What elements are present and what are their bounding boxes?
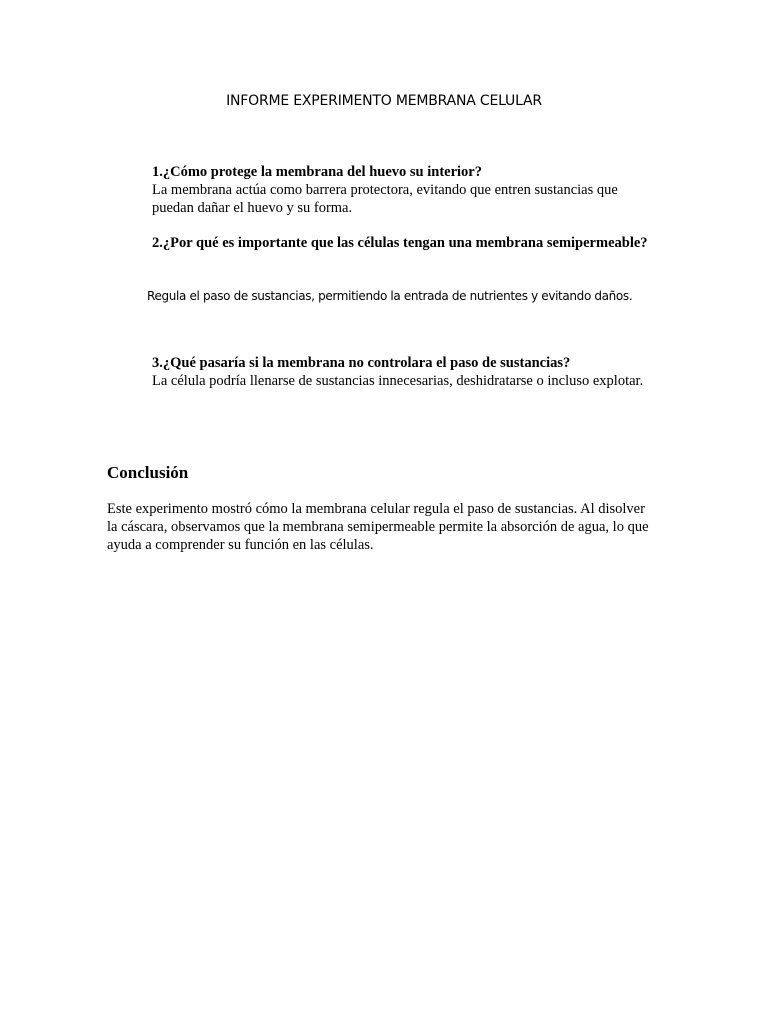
question-3-text: 3.¿Qué pasaría si la membrana no controlara el paso de sustancias? — [152, 355, 571, 371]
answer-1-text: La membrana actúa como barrera protectora, evitando que entren sustancias que puedan dañar el huevo y su forma. — [152, 182, 618, 216]
conclusion-heading: Conclusión — [107, 463, 189, 482]
question-block-1 — [152, 163, 652, 217]
question-block-2 — [152, 234, 652, 252]
answer-3-text: La célula podría llenarse de sustancias innecesarias, deshidratarse o incluso explotar. — [152, 373, 644, 389]
question-2-text: 2.¿Por qué es importante que las células tengan una membrana semipermeable? — [152, 235, 648, 251]
document-title: INFORME EXPERIMENTO MEMBRANA CELULAR — [226, 93, 542, 109]
answer-2-text: Regula el paso de sustancias, permitiendo la entrada de nutrientes y evitando daños. — [147, 289, 633, 303]
conclusion-body: Este experimento mostró cómo la membrana celular regula el paso de sustancias. Al disolver la cáscara, observamos que la membrana semipermeable permite la absorción de agua, lo que ayuda a comprender su función en las células. — [107, 501, 649, 553]
question-1-text: 1.¿Cómo protege la membrana del huevo su interior? — [152, 164, 482, 180]
question-block-3 — [152, 354, 652, 390]
